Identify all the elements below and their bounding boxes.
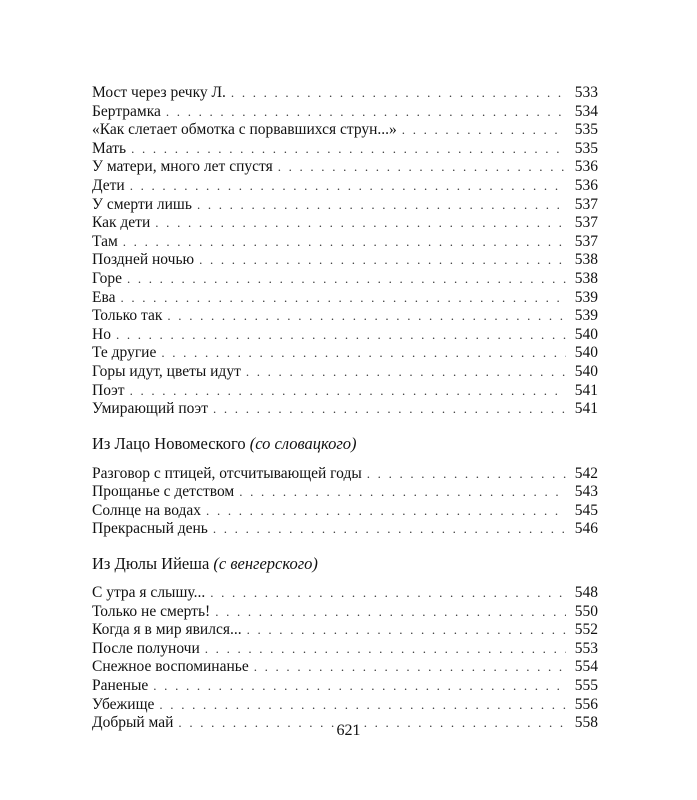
dot-leader xyxy=(278,158,566,177)
dot-leader xyxy=(127,270,566,289)
entry-page: 537 xyxy=(574,232,598,250)
entry-page: 537 xyxy=(574,195,598,213)
entry-title: Но xyxy=(92,325,111,343)
entry-title: У смерти лишь xyxy=(92,195,192,213)
toc-entry xyxy=(92,103,598,122)
entry-title: Там xyxy=(92,232,118,250)
toc-entry xyxy=(92,400,598,419)
entry-title: Поэт xyxy=(92,381,125,399)
dot-leader xyxy=(246,363,566,382)
toc-entry xyxy=(92,326,598,345)
entry-title: Убежище xyxy=(92,695,155,713)
toc-entry xyxy=(92,307,598,326)
entry-page: 548 xyxy=(574,584,598,602)
entry-title: Только так xyxy=(92,307,163,325)
entry-title: Разговор с птицей, отсчитывающей годы xyxy=(92,464,362,482)
dot-leader xyxy=(155,214,566,233)
dot-leader xyxy=(205,640,566,659)
entry-page: 542 xyxy=(574,464,598,482)
source-language: (с венгерского) xyxy=(213,554,318,574)
dot-leader xyxy=(213,400,566,419)
entry-title: Снежное воспоминанье xyxy=(92,658,249,676)
entry-page: 540 xyxy=(574,344,598,362)
toc-entry xyxy=(92,344,598,363)
toc-entry xyxy=(92,483,598,502)
entry-page: 554 xyxy=(574,658,598,676)
page-number: 621 xyxy=(336,722,361,739)
toc-entry xyxy=(92,502,598,521)
entry-page: 534 xyxy=(574,102,598,120)
toc-entry xyxy=(92,520,598,539)
toc-entry xyxy=(92,696,598,715)
dot-leader xyxy=(130,382,566,401)
entry-page: 545 xyxy=(574,501,598,519)
toc-section-2 xyxy=(92,465,598,539)
toc-entry xyxy=(92,84,598,103)
toc-entry xyxy=(92,121,598,140)
dot-leader xyxy=(213,520,566,539)
entry-page: 538 xyxy=(574,269,598,287)
entry-title: Горе xyxy=(92,269,122,287)
entry-title: Прекрасный день xyxy=(92,520,208,538)
entry-page: 543 xyxy=(574,483,598,501)
author-name: Из Лацо Новомеского xyxy=(92,433,250,453)
entry-page: 538 xyxy=(574,251,598,269)
toc-entry xyxy=(92,177,598,196)
toc-section-1 xyxy=(92,84,598,419)
entry-page: 546 xyxy=(574,520,598,538)
toc-entry xyxy=(92,621,598,640)
entry-page: 536 xyxy=(574,158,598,176)
source-language: (со словацкого) xyxy=(249,433,357,453)
entry-title: Мост через речку Л. xyxy=(92,84,226,101)
entry-page: 540 xyxy=(574,325,598,343)
dot-leader xyxy=(215,603,566,622)
dot-leader xyxy=(254,658,566,677)
entry-page: 539 xyxy=(574,288,598,306)
entry-title: С утра я слышу... xyxy=(92,584,206,602)
entry-title: «Как слетает обмотка с порвавшихся струн...» xyxy=(92,121,397,139)
entry-page: 556 xyxy=(574,695,598,713)
entry-title: Солнце на водах xyxy=(92,501,202,519)
entry-page: 539 xyxy=(574,307,598,325)
entry-page: 552 xyxy=(574,621,598,639)
toc-entry xyxy=(92,603,598,622)
entry-title: Когда я в мир явился... xyxy=(92,621,242,639)
entry-title: Ева xyxy=(92,288,116,306)
entry-page: 555 xyxy=(574,677,598,695)
toc-entry xyxy=(92,465,598,484)
entry-page: 535 xyxy=(574,121,598,139)
section-heading-illyes xyxy=(92,554,598,574)
toc-entry xyxy=(92,289,598,308)
entry-title: Добрый май xyxy=(92,714,174,732)
entry-title: Горы идут, цветы идут xyxy=(92,362,241,380)
toc-entry xyxy=(92,233,598,252)
dot-leader xyxy=(247,621,566,640)
entry-page: 537 xyxy=(574,214,598,232)
table-of-contents xyxy=(92,84,598,733)
dot-leader xyxy=(116,326,566,345)
toc-entry xyxy=(92,584,598,603)
entry-title: Дети xyxy=(92,176,125,194)
dot-leader xyxy=(131,140,566,159)
entry-page: 540 xyxy=(574,362,598,380)
dot-leader xyxy=(367,465,566,484)
toc-entry xyxy=(92,214,598,233)
author-name: Из Дюлы Ийеша xyxy=(92,554,214,574)
dot-leader xyxy=(123,233,566,252)
toc-entry xyxy=(92,382,598,401)
dot-leader xyxy=(206,502,566,521)
dot-leader xyxy=(402,121,566,140)
toc-entry xyxy=(92,196,598,215)
toc-entry xyxy=(92,270,598,289)
entry-title: Только не смерть! xyxy=(92,602,211,620)
entry-title: Как дети xyxy=(92,214,151,232)
entry-title: Мать xyxy=(92,139,127,157)
dot-leader xyxy=(159,696,566,715)
toc-entry xyxy=(92,677,598,696)
section-heading-novomesky xyxy=(92,434,598,454)
entry-title: Умирающий поэт xyxy=(92,400,208,418)
dot-leader xyxy=(239,483,566,502)
entry-title: Раненые xyxy=(92,677,149,695)
toc-entry xyxy=(92,658,598,677)
entry-page: 533 xyxy=(574,84,598,101)
dot-leader xyxy=(153,677,566,696)
dot-leader xyxy=(161,344,566,363)
entry-title: После полуночи xyxy=(92,639,200,657)
entry-title: Бертрамка xyxy=(92,102,161,120)
entry-page: 550 xyxy=(574,602,598,620)
toc-entry xyxy=(92,251,598,270)
dot-leader xyxy=(231,84,566,103)
dot-leader xyxy=(199,251,566,270)
entry-page: 541 xyxy=(574,400,598,418)
entry-title: У матери, много лет спустя xyxy=(92,158,273,176)
entry-title: Прощанье с детством xyxy=(92,483,235,501)
entry-page: 553 xyxy=(574,639,598,657)
dot-leader xyxy=(197,196,566,215)
dot-leader xyxy=(120,289,566,308)
entry-title: Поздней ночью xyxy=(92,251,195,269)
dot-leader xyxy=(210,584,566,603)
dot-leader xyxy=(130,177,566,196)
entry-page: 541 xyxy=(574,381,598,399)
toc-entry xyxy=(92,158,598,177)
entry-page: 535 xyxy=(574,139,598,157)
toc-entry xyxy=(92,140,598,159)
entry-title: Те другие xyxy=(92,344,157,362)
entry-page: 558 xyxy=(574,714,598,732)
toc-entry xyxy=(92,640,598,659)
dot-leader xyxy=(166,103,566,122)
dot-leader xyxy=(167,307,566,326)
toc-entry xyxy=(92,363,598,382)
entry-page: 536 xyxy=(574,176,598,194)
toc-section-3 xyxy=(92,584,598,733)
